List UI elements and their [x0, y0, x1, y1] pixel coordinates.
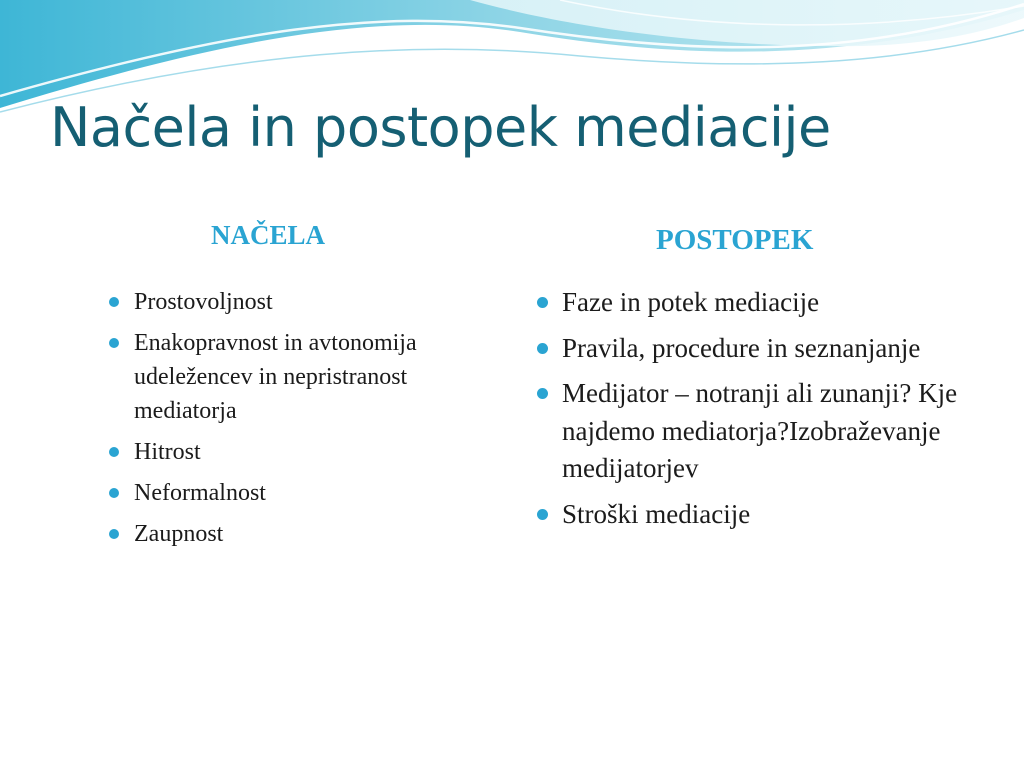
list-item: Medijator – notranji ali zunanji? Kje najdemo mediatorja?Izobraževanje medijatorjev: [562, 375, 1002, 488]
list-item: Zaupnost: [134, 517, 504, 551]
list-item: Pravila, procedure in seznanjanje: [562, 330, 1002, 368]
right-column-heading: POSTOPEK: [656, 224, 814, 256]
list-item: Neformalnost: [134, 476, 504, 510]
list-item: Enakopravnost in avtonomija udeležencev in nepristranost mediatorja: [134, 326, 504, 428]
slide-title: Načela in postopek mediacije: [50, 96, 831, 159]
principles-list: [134, 285, 504, 558]
list-item: Prostovoljnost: [134, 285, 504, 319]
list-item: Hitrost: [134, 435, 504, 469]
left-column-heading: NAČELA: [211, 220, 326, 250]
list-item: Stroški mediacije: [562, 496, 1002, 534]
procedure-list: [562, 284, 1002, 541]
list-item: Faze in potek mediacije: [562, 284, 1002, 322]
